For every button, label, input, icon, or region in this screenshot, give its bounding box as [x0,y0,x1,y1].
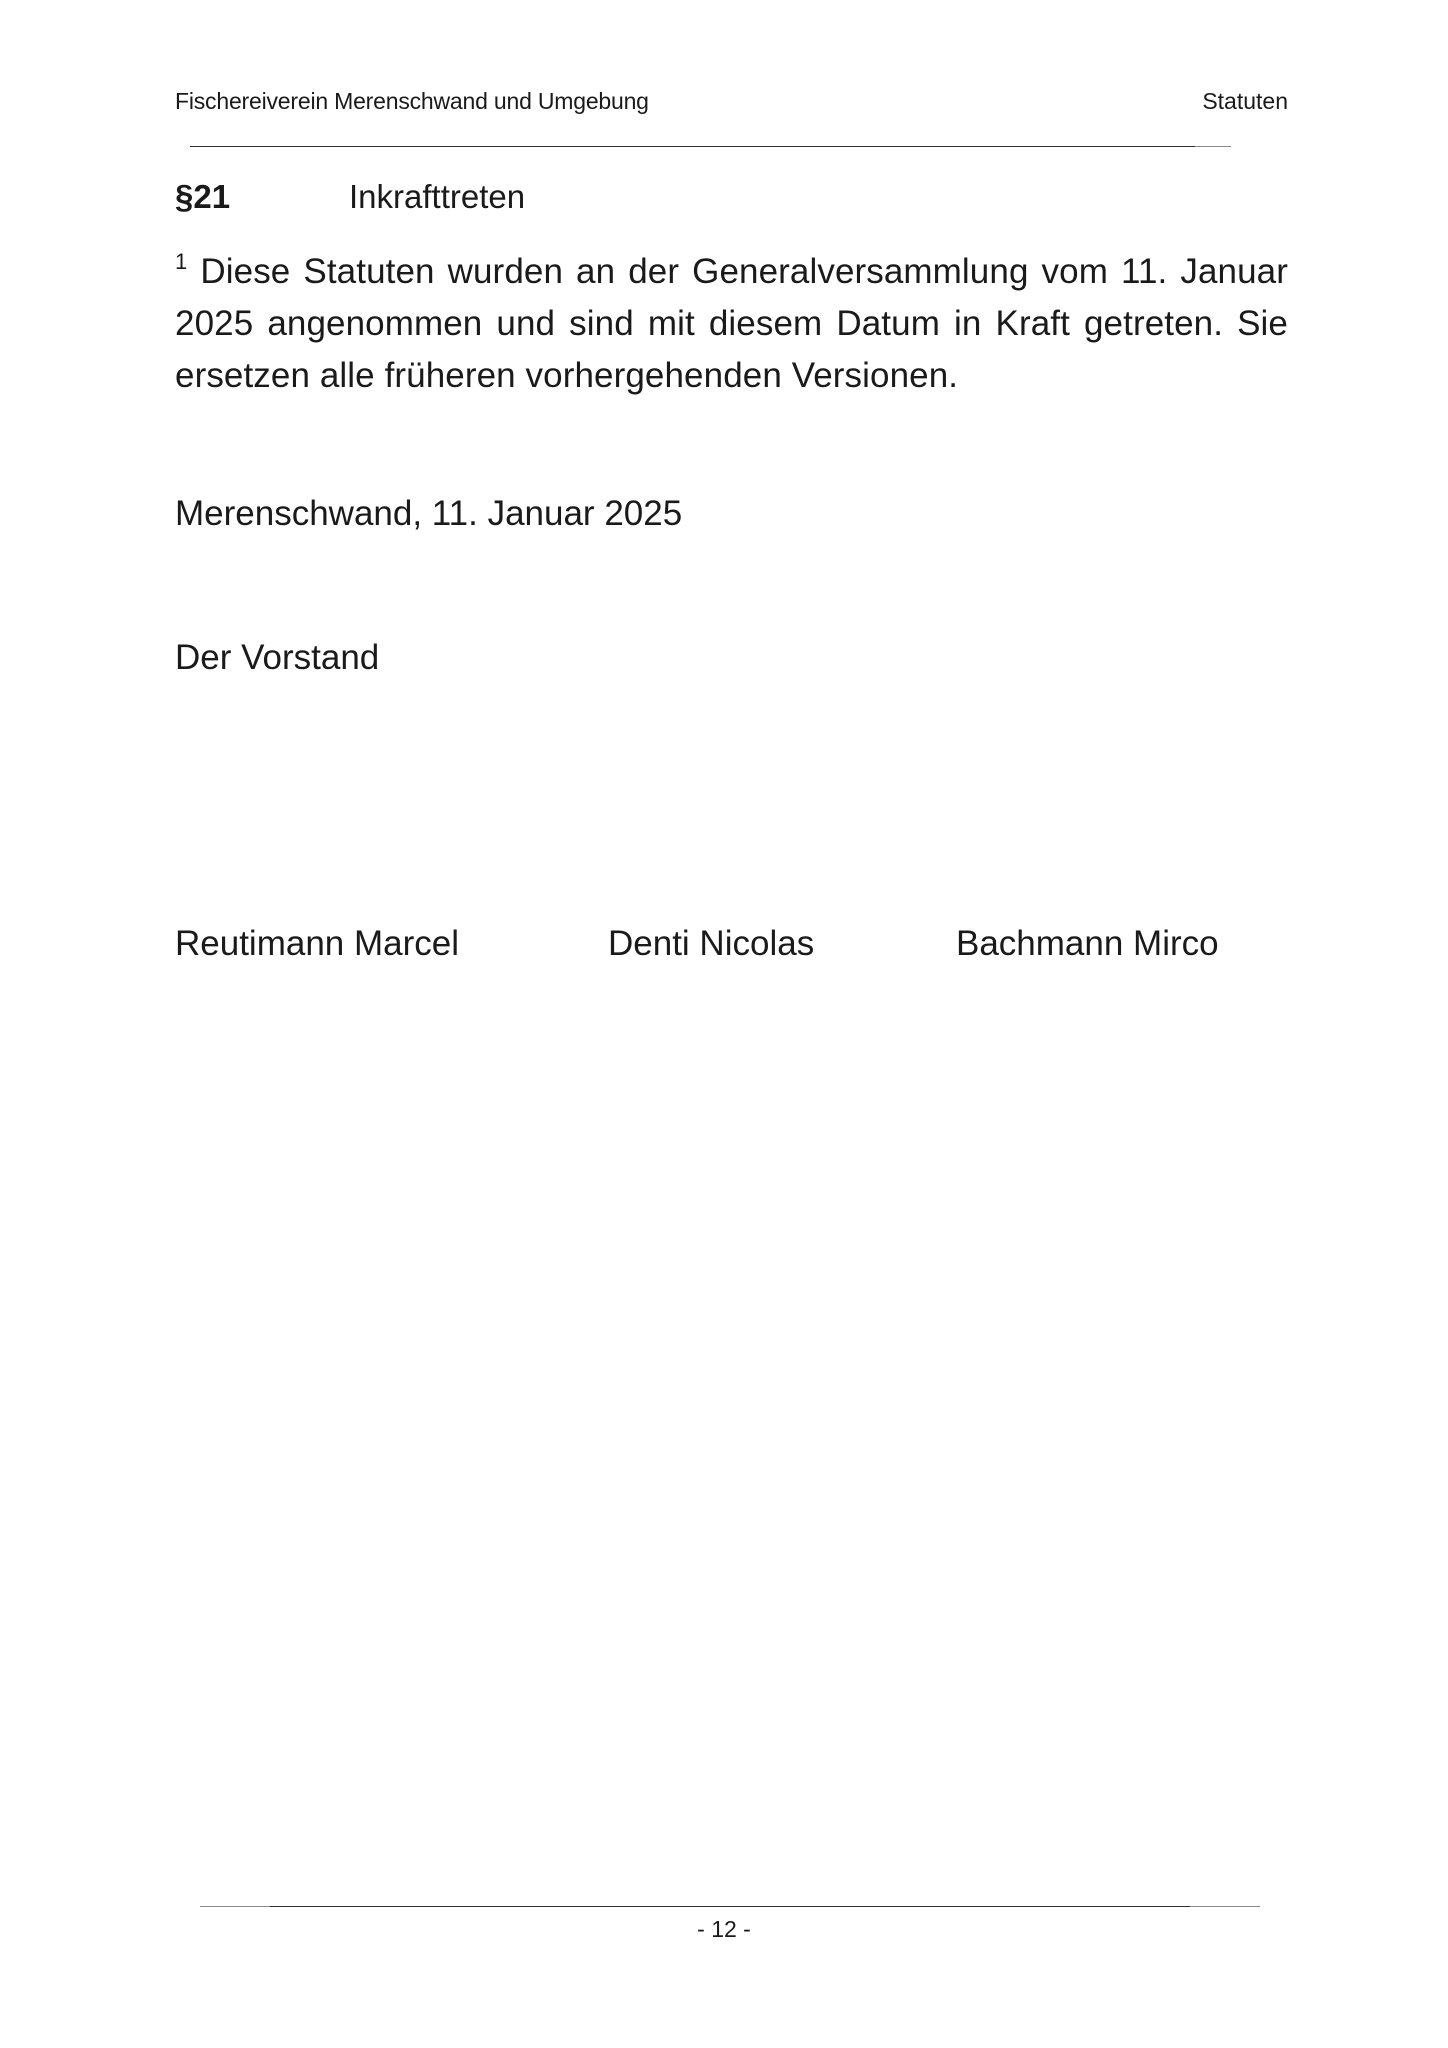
section-number: §21 [175,178,231,215]
footer-divider-tail [200,1906,270,1907]
section-paragraph [175,246,1288,402]
board-label: Der Vorstand [175,638,380,677]
paragraph-text: Diese Statuten wurden an der Generalversammlung vom 11. Januar 2025 angenommen und sind mit diesem Datum in Kraft getreten. Sie ersetzen alle früheren vorhergehenden Versionen. [175,252,1288,395]
header-organization: Fischereiverein Merenschwand und Umgebung [175,88,649,114]
footer-divider [270,1906,1190,1907]
signatory-name: Bachmann Mirco [956,924,1219,963]
header-document-type: Statuten [1202,88,1288,114]
footer-divider-tail [1190,1906,1260,1907]
paragraph-marker: 1 [175,249,188,274]
signatory-name: Reutimann Marcel [175,924,459,963]
place-date: Merenschwand, 11. Januar 2025 [175,494,683,533]
page-number: - 12 - [697,1916,751,1942]
section-title: Inkrafttreten [349,178,526,215]
header-divider-tail [1195,146,1231,147]
header-divider [190,146,1230,147]
section-heading [175,178,525,216]
signatory-name: Denti Nicolas [608,924,815,963]
